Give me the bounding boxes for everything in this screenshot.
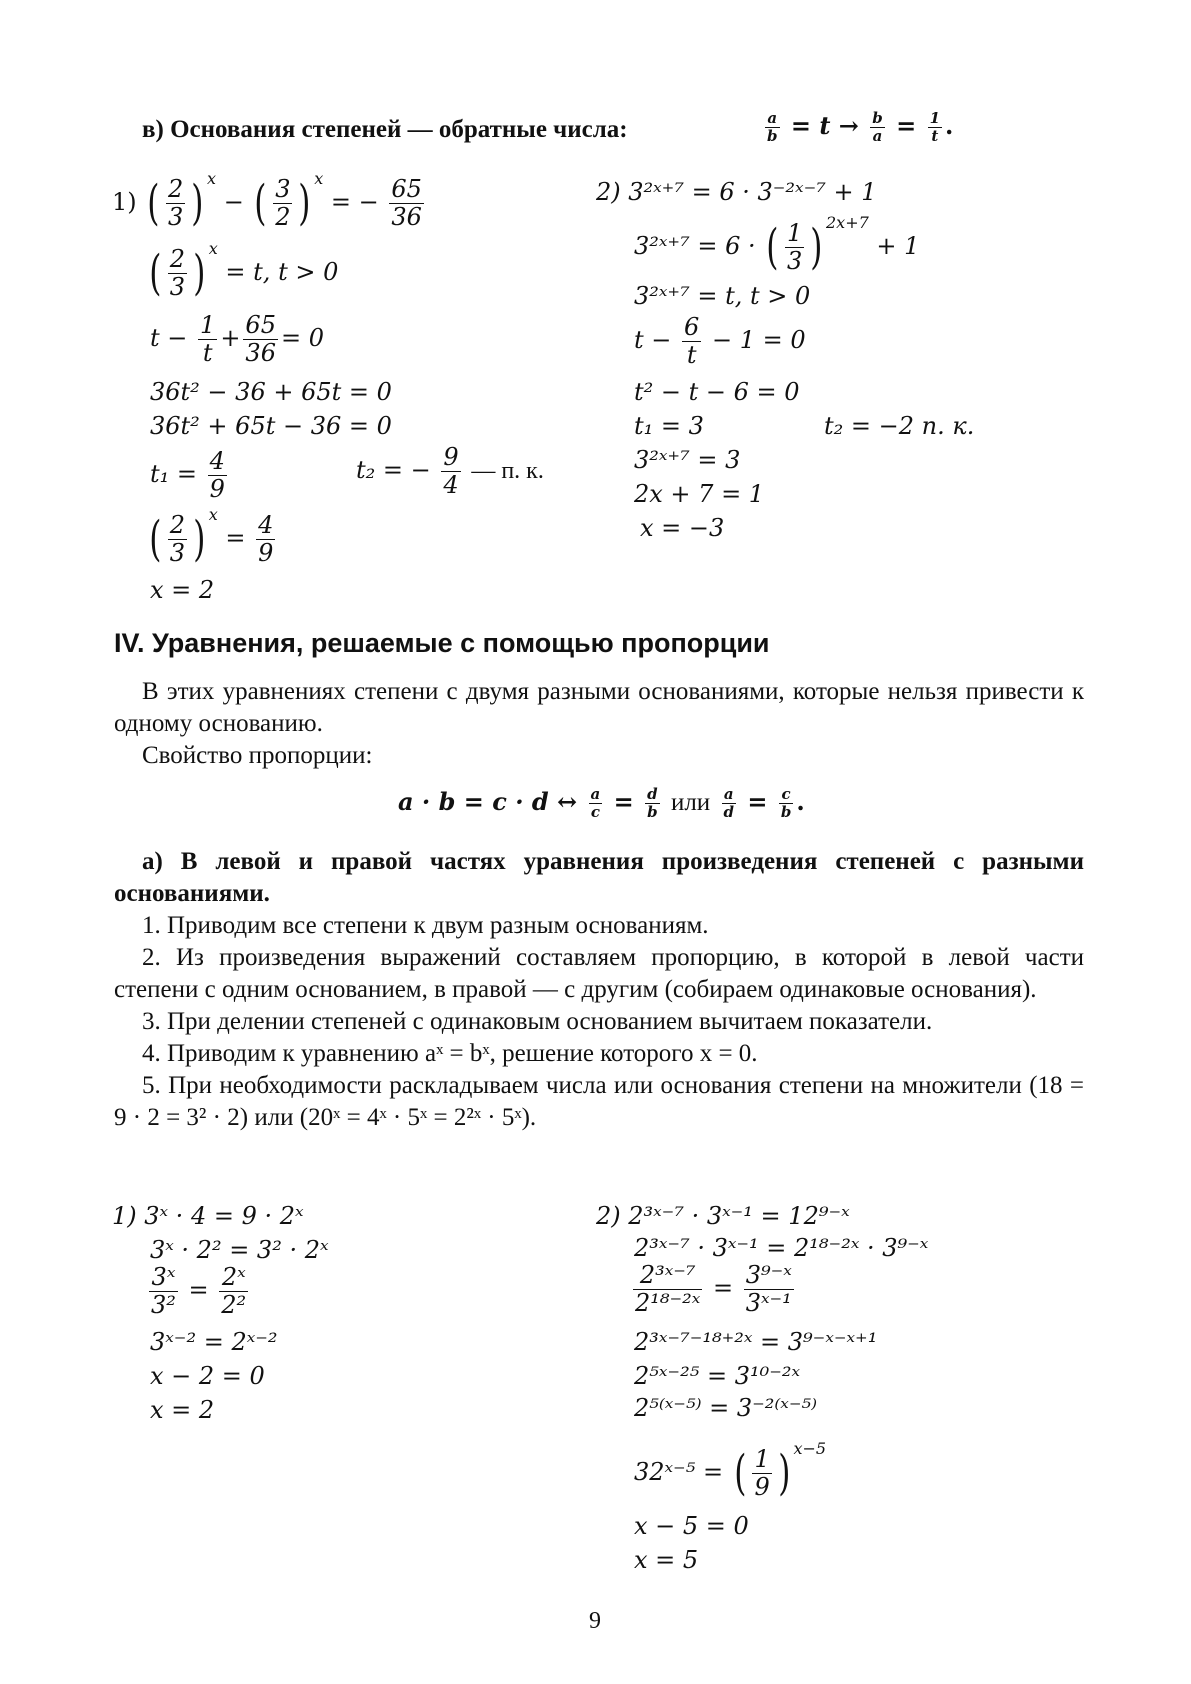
ex2-line-1: 2) 3²ˣ⁺⁷ = 6 · 3⁻²ˣ⁻⁷ + 1 xyxy=(596,178,877,206)
ex2-line-9: x = −3 xyxy=(640,514,725,542)
step-item: 1. Приводим все степени к двум разным основаниям. xyxy=(142,912,709,939)
ex4-line-6: 2⁵⁽ˣ⁻⁵⁾ = 3⁻²⁽ˣ⁻⁵⁾ xyxy=(634,1394,818,1422)
ex2-line-6a: t₁ = 3 xyxy=(634,412,704,440)
ex4-line-1: 2) 2³ˣ⁻⁷ · 3ˣ⁻¹ = 12⁹⁻ˣ xyxy=(596,1202,850,1230)
subsection-heading-a: а) В левой и правой частях уравнения произведения степеней с разными основаниями. xyxy=(114,848,1084,907)
fraction-a-over-b: $\frac{a}{b}$ xyxy=(767,109,778,145)
ex1-line-3: t − $\frac{1}{t}$ + $\frac{65}{36}$ = 0 xyxy=(150,311,324,367)
ex2-line-5: t² − t − 6 = 0 xyxy=(634,378,800,406)
ex1-line-6: t₁ = $\frac{4}{9}$ xyxy=(150,447,225,503)
ex4-line-2: 2³ˣ⁻⁷ · 3ˣ⁻¹ = 2¹⁸⁻²ˣ · 3⁹⁻ˣ xyxy=(634,1234,929,1262)
step-item: 2. Из произведения выражений составляем пропорцию, в которой в левой части степени с одним основанием, в правой — с другим (собираем одинаковые основания). xyxy=(114,944,1084,1003)
ex1-line-5: 36t² + 65t − 36 = 0 xyxy=(150,412,392,440)
ex2-line-7: 3²ˣ⁺⁷ = 3 xyxy=(634,446,741,474)
step-item: 3. При делении степеней с одинаковым основанием вычитаем показатели. xyxy=(142,1008,933,1035)
ex2-line-3: 3²ˣ⁺⁷ = t, t > 0 xyxy=(634,282,811,310)
ex1-line-2: ( $\frac{2}{3}$ ) $^x$ = t, t > 0 xyxy=(149,238,339,302)
inverse-numbers-formula: $\frac{a}{b}$ = t → $\frac{b}{a}$ = $\frac{1}{t}$ . xyxy=(767,109,954,145)
ex2-line-2: 3²ˣ⁺⁷ = 6 · ( $\frac{1}{3}$ ) $^{2x+7}$ + 1 xyxy=(634,212,920,276)
steps-list xyxy=(114,910,1084,1134)
ex1-line-7: ( $\frac{2}{3}$ ) $^x$ = $\frac{4}{9}$ xyxy=(149,504,274,568)
ex4-line-5: 2⁵ˣ⁻²⁵ = 3¹⁰⁻²ˣ xyxy=(634,1362,801,1390)
ex3-line-5: x − 2 = 0 xyxy=(150,1362,265,1390)
proportion-formula: a · b = c · d ↔ $\frac{a}{c}$ = $\frac{d}{b}$ или $\frac{a}{d}$ = $\frac{c}{b}$ . xyxy=(398,785,805,821)
ex2-line-8: 2x + 7 = 1 xyxy=(634,480,765,508)
ex3-line-2: 3ˣ · 2² = 3² · 2ˣ xyxy=(150,1236,329,1264)
ex3-line-1: 1) 3ˣ · 4 = 9 · 2ˣ xyxy=(112,1202,304,1230)
step-item: 5. При необходимости раскладываем числа или основания степени на множители (18 = 9 · 2 = 3² · 2) или (20ˣ = 4ˣ · 5ˣ = 2²ˣ · 5ˣ). xyxy=(114,1072,1084,1131)
intro-paragraph: В этих уравнениях степени с двумя разными основаниями, которые нельзя привести к одному основанию. Свойство пропорции: xyxy=(114,678,1084,769)
ex4-line-4: 2³ˣ⁻⁷⁻¹⁸⁺²ˣ = 3⁹⁻ˣ⁻ˣ⁺¹ xyxy=(634,1328,878,1356)
section-heading: IV. Уравнения, решаемые с помощью пропорции xyxy=(114,628,770,658)
fraction-1-over-t: $\frac{1}{t}$ xyxy=(929,109,941,145)
ex1-line-8: x = 2 xyxy=(150,576,215,604)
ex1-line-1: 1) ( $\frac{2}{3}$ ) $^x$ − ( $\frac{3}{2}$ ) $^x$ = − $\frac{65}{36}$ xyxy=(112,168,422,232)
ex3-line-6: x = 2 xyxy=(150,1396,215,1424)
ex1-line-4: 36t² − 36 + 65t = 0 xyxy=(150,378,392,406)
ex4-line-9: x = 5 xyxy=(634,1546,699,1574)
ex4-line-7: 32ˣ⁻⁵ = ( $\frac{1}{9}$ ) $^{x-5}$ xyxy=(634,1438,827,1502)
ex3-line-4: 3ˣ⁻² = 2ˣ⁻² xyxy=(150,1328,278,1356)
ex2-line-6b: t₂ = −2 п. к. xyxy=(824,412,975,440)
ex1-line-6b: t₂ = − $\frac{9}{4}$ — п. к. xyxy=(356,443,544,499)
fraction-b-over-a: $\frac{b}{a}$ xyxy=(872,109,883,145)
ex4-line-8: x − 5 = 0 xyxy=(634,1512,749,1540)
subsection-heading-v: в) Основания степеней — обратные числа: xyxy=(142,116,628,143)
ex2-line-4: t − $\frac{6}{t}$ − 1 = 0 xyxy=(634,313,806,369)
step-item: 4. Приводим к уравнению aˣ = bˣ, решение которого x = 0. xyxy=(142,1040,758,1067)
ex3-line-3: $\frac{\text{3ˣ}}{\text{3²}}$ = $\frac{\text{2ˣ}}{\text{2²}}$ xyxy=(151,1263,247,1319)
ex4-line-3: $\frac{\text{2³ˣ⁻⁷}}{\text{2¹⁸⁻²ˣ}}$ = $\frac{\text{3⁹⁻ˣ}}{\text{3ˣ⁻¹}}$ xyxy=(635,1261,792,1317)
page-number: 9 xyxy=(589,1608,601,1634)
